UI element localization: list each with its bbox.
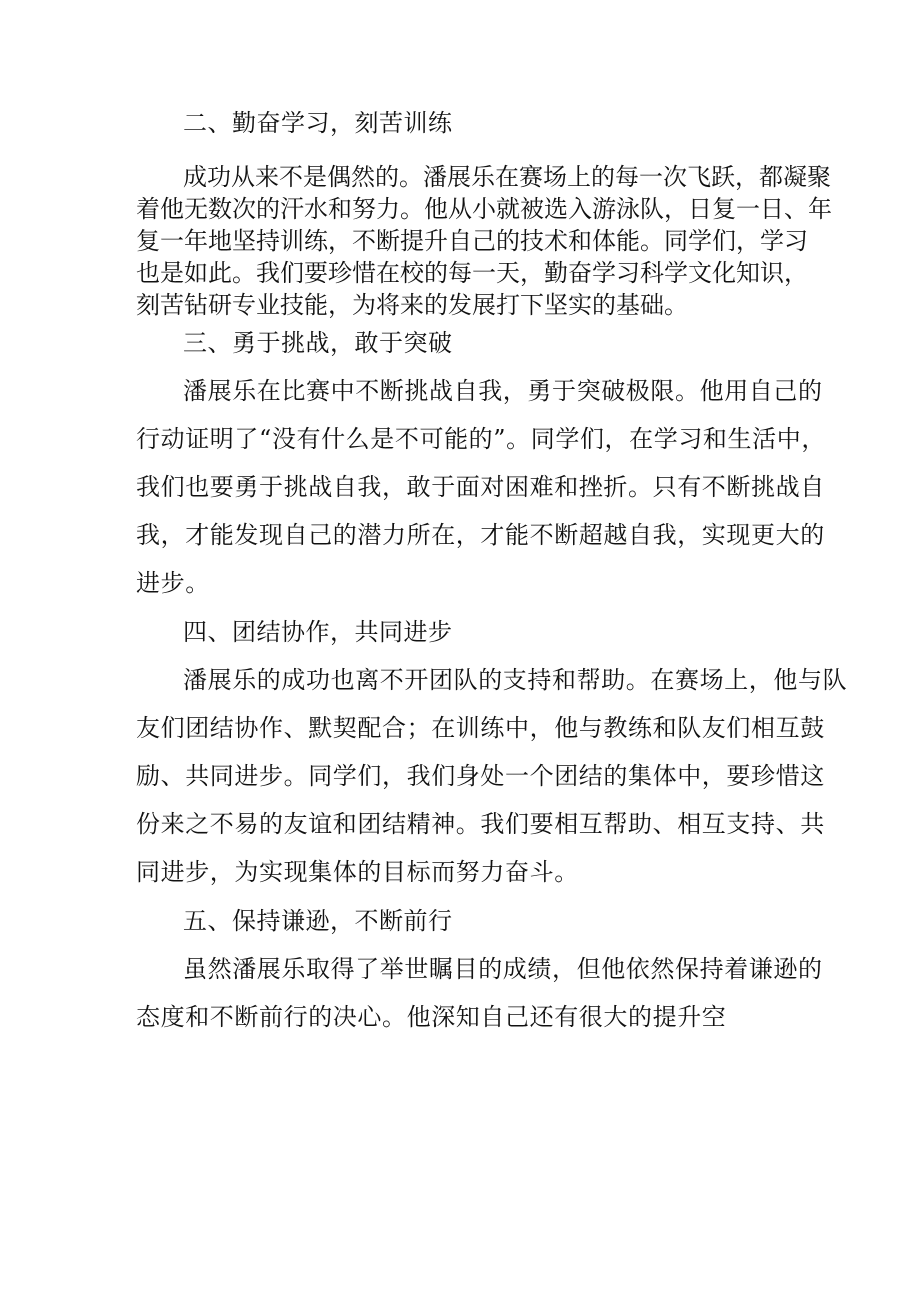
paragraph-line: 态度和不断前行的决心。他深知自己还有很大的提升空 <box>136 1003 727 1031</box>
paragraph-line: 我，才能发现自己的潜力所在，才能不断超越自我，实现更大的 <box>136 521 825 549</box>
paragraph-line: 励、共同进步。同学们，我们身处一个团结的集体中，要珍惜这 <box>136 762 825 790</box>
paragraph-line: 同进步，为实现集体的目标而努力奋斗。 <box>136 858 579 886</box>
paragraph-line: 我们也要勇于挑战自我，敢于面对困难和挫折。只有不断挑战自 <box>136 473 825 501</box>
paragraph-line: 复一年地坚持训练，不断提升自己的技术和体能。同学们，学习 <box>136 227 808 255</box>
section-heading: 二、勤奋学习，刻苦训练 <box>183 109 453 137</box>
paragraph-line: 着他无数次的汗水和努力。他从小就被选入游泳队，日复一日、年 <box>136 195 832 223</box>
section-heading: 五、保持谦逊，不断前行 <box>183 907 453 935</box>
paragraph-line: 也是如此。我们要珍惜在校的每一天，勤奋学习科学文化知识， <box>136 259 808 287</box>
paragraph-line: 虽然潘展乐取得了举世瞩目的成绩，但他依然保持着谦逊的 <box>183 955 823 983</box>
paragraph-line: 成功从来不是偶然的。潘展乐在赛场上的每一次飞跃，都凝聚 <box>183 163 831 191</box>
paragraph-line: 潘展乐在比赛中不断挑战自我，勇于突破极限。他用自己的 <box>183 377 823 405</box>
section-heading: 四、团结协作，共同进步 <box>183 618 453 646</box>
paragraph-line: 潘展乐的成功也离不开团队的支持和帮助。在赛场上，他与队 <box>183 666 848 694</box>
paragraph-line: 份来之不易的友谊和团结精神。我们要相互帮助、相互支持、共 <box>136 810 825 838</box>
paragraph-line: 进步。 <box>136 569 210 597</box>
paragraph-line: 刻苦钻研专业技能，为将来的发展打下坚实的基础。 <box>136 291 688 319</box>
section-heading: 三、勇于挑战，敢于突破 <box>183 329 453 357</box>
paragraph-line: 行动证明了“没有什么是不可能的”。同学们，在学习和生活中， <box>136 425 826 453</box>
paragraph-line: 友们团结协作、默契配合；在训练中，他与教练和队友们相互鼓 <box>136 714 825 742</box>
